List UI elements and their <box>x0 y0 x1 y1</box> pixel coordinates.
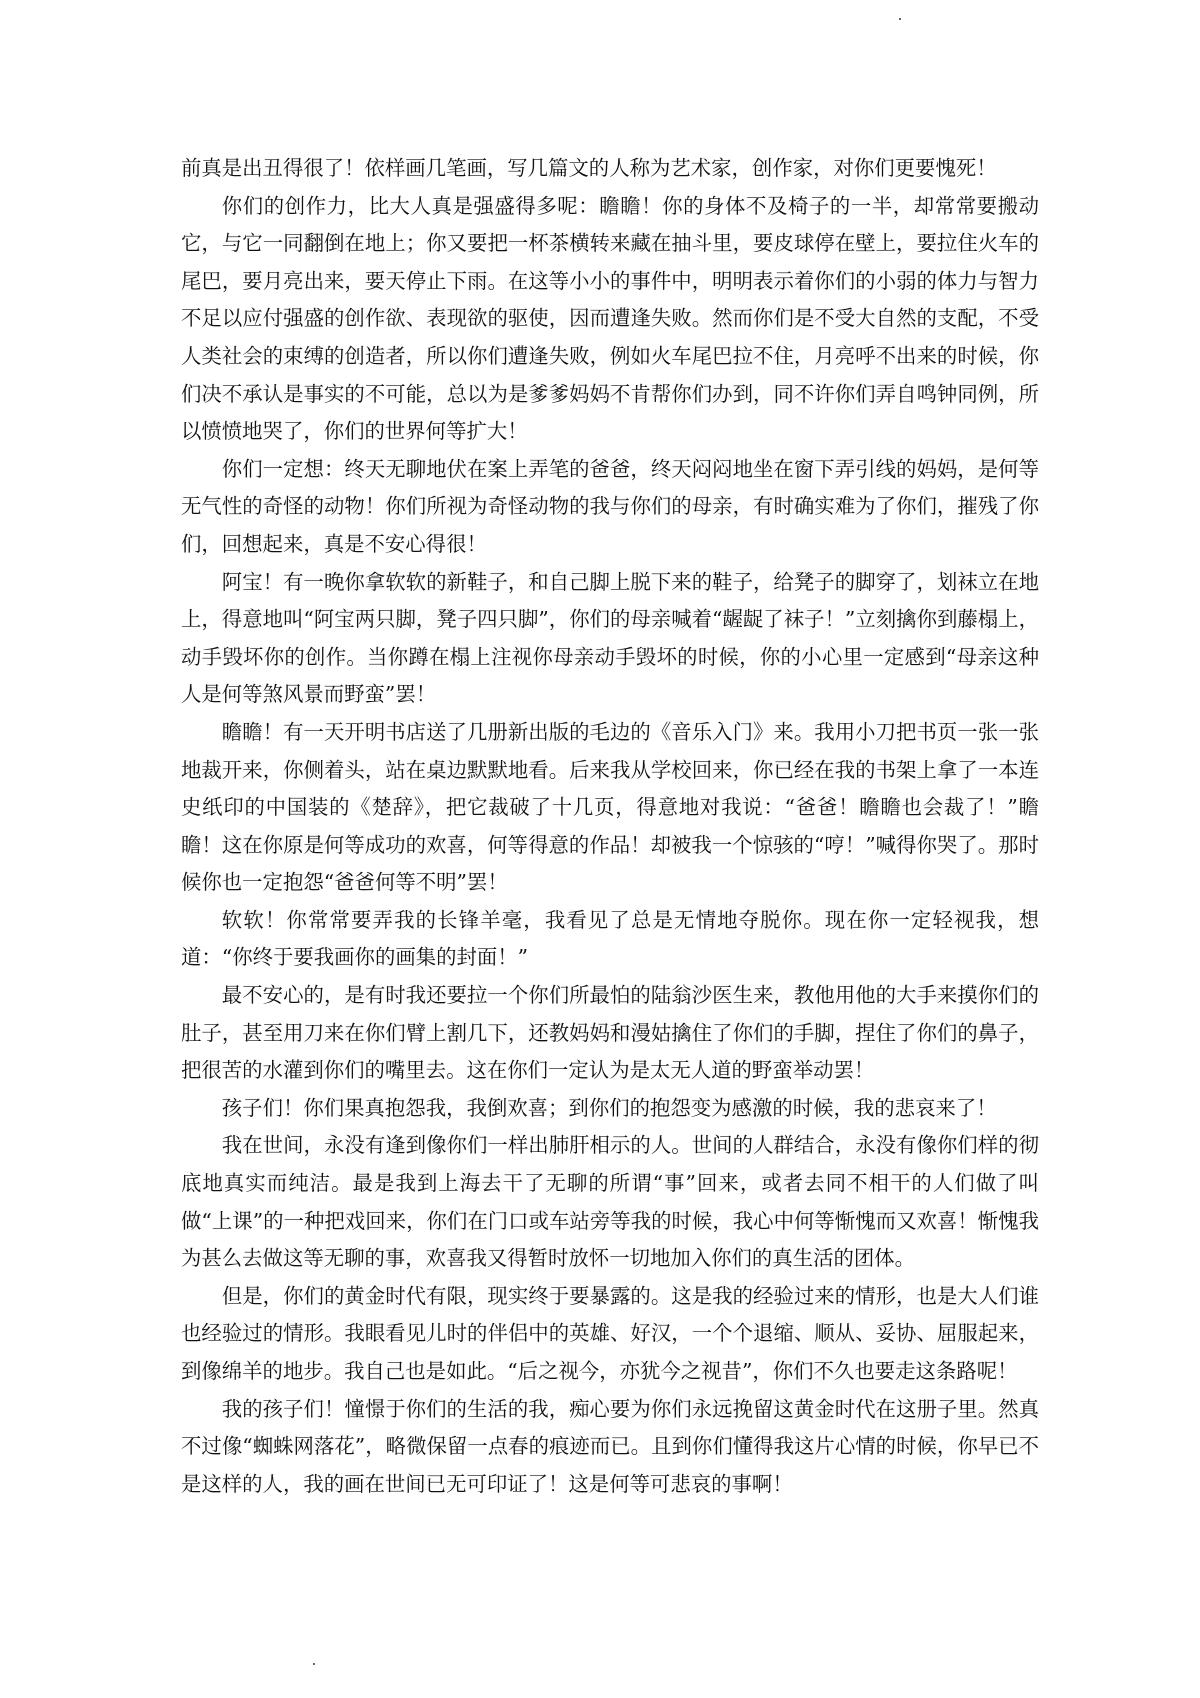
paragraph: 软软！你常常要弄我的长锋羊毫，我看见了总是无情地夺脱你。现在你一定轻视我，想道：“你终于要我画你的画集的封面！” <box>181 907 1039 970</box>
scan-speck <box>313 1663 315 1665</box>
paragraph: 最不安心的，是有时我还要拉一个你们所最怕的陆翁沙医生来，教他用他的大手来摸你们的肚子，甚至用刀来在你们臂上割几下，还教妈妈和漫姑擒住了你们的手脚，捏住了你们的鼻子，把很苦的水灌到你们的嘴里去。这在你们一定认为是太无人道的野蛮举动罢！ <box>181 983 1039 1083</box>
paragraph: 你们的创作力，比大人真是强盛得多呢：瞻瞻！你的身体不及椅子的一半，却常常要搬动它，与它一同翻倒在地上；你又要把一杯茶横转来藏在抽斗里，要皮球停在壁上，要拉住火车的尾巴，要月亮出来，要天停止下雨。在这等小小的事件中，明明表示着你们的小弱的体力与智力不足以应付强盛的创作欲、表现欲的驱使，因而遭逢失败。然而你们是不受大自然的支配，不受人类社会的束缚的创造者，所以你们遭逢失败，例如火车尾巴拉不住，月亮呼不出来的时候，你们决不承认是事实的不可能，总以为是爹爹妈妈不肯帮你们办到，同不许你们弄自鸣钟同例，所以愤愤地哭了，你们的世界何等扩大！ <box>181 193 1039 444</box>
paragraph: 瞻瞻！有一天开明书店送了几册新出版的毛边的《音乐入门》来。我用小刀把书页一张一张地裁开来，你侧着头，站在桌边默默地看。后来我从学校回来，你已经在我的书架上拿了一本连史纸印的中国装的《楚辞》，把它裁破了十几页，得意地对我说：“爸爸！瞻瞻也会裁了！”瞻瞻！这在你原是何等成功的欢喜，何等得意的作品！却被我一个惊骇的“哼！”喊得你哭了。那时候你也一定抱怨“爸爸何等不明”罢！ <box>181 719 1039 895</box>
paragraph: 阿宝！有一晚你拿软软的新鞋子，和自己脚上脱下来的鞋子，给凳子的脚穿了，划袜立在地上，得意地叫“阿宝两只脚，凳子四只脚”，你们的母亲喊着“龌龊了袜子！”立刻擒你到藤榻上，动手毁坏你的创作。当你蹲在榻上注视你母亲动手毁坏的时候，你的小心里一定感到“母亲这种人是何等煞风景而野蛮”罢！ <box>181 569 1039 707</box>
paragraph: 我的孩子们！憧憬于你们的生活的我，痴心要为你们永远挽留这黄金时代在这册子里。然真不过像“蜘蛛网落花”，略微保留一点春的痕迹而已。且到你们懂得我这片心情的时候，你早已不是这样的人，我的画在世间已无可印证了！这是何等可悲哀的事啊！ <box>181 1396 1039 1496</box>
paragraph: 孩子们！你们果真抱怨我，我倒欢喜；到你们的抱怨变为感激的时候，我的悲哀来了！ <box>221 1095 997 1120</box>
paragraph: 你们一定想：终天无聊地伏在案上弄笔的爸爸，终天闷闷地坐在窗下弄引线的妈妈，是何等无气性的奇怪的动物！你们所视为奇怪动物的我与你们的母亲，有时确实难为了你们，摧残了你们，回想起来，真是不安心得很！ <box>181 456 1039 556</box>
paragraph: 但是，你们的黄金时代有限，现实终于要暴露的。这是我的经验过来的情形，也是大人们谁也经验过的情形。我眼看见儿时的伴侣中的英雄、好汉，一个个退缩、顺从、妥协、屈服起来，到像绵羊的地步。我自己也是如此。“后之视今，亦犹今之视昔”，你们不久也要走这条路呢！ <box>181 1283 1039 1383</box>
paragraph: 前真是出丑得很了！依样画几笔画，写几篇文的人称为艺术家，创作家，对你们更要愧死！ <box>181 156 997 180</box>
paragraph: 我在世间，永没有逢到像你们一样出肺肝相示的人。世间的人群结合，永没有像你们样的彻底地真实而纯洁。最是我到上海去干了无聊的所谓“事”回来，或者去同不相干的人们做了叫做“上课”的一种把戏回来，你们在门口或车站旁等我的时候，我心中何等惭愧而又欢喜！惭愧我为甚么去做这等无聊的事，欢喜我又得暂时放怀一切地加入你们的真生活的团体。 <box>181 1133 1039 1271</box>
scan-speck <box>899 18 901 20</box>
essay-text <box>181 150 1039 1503</box>
